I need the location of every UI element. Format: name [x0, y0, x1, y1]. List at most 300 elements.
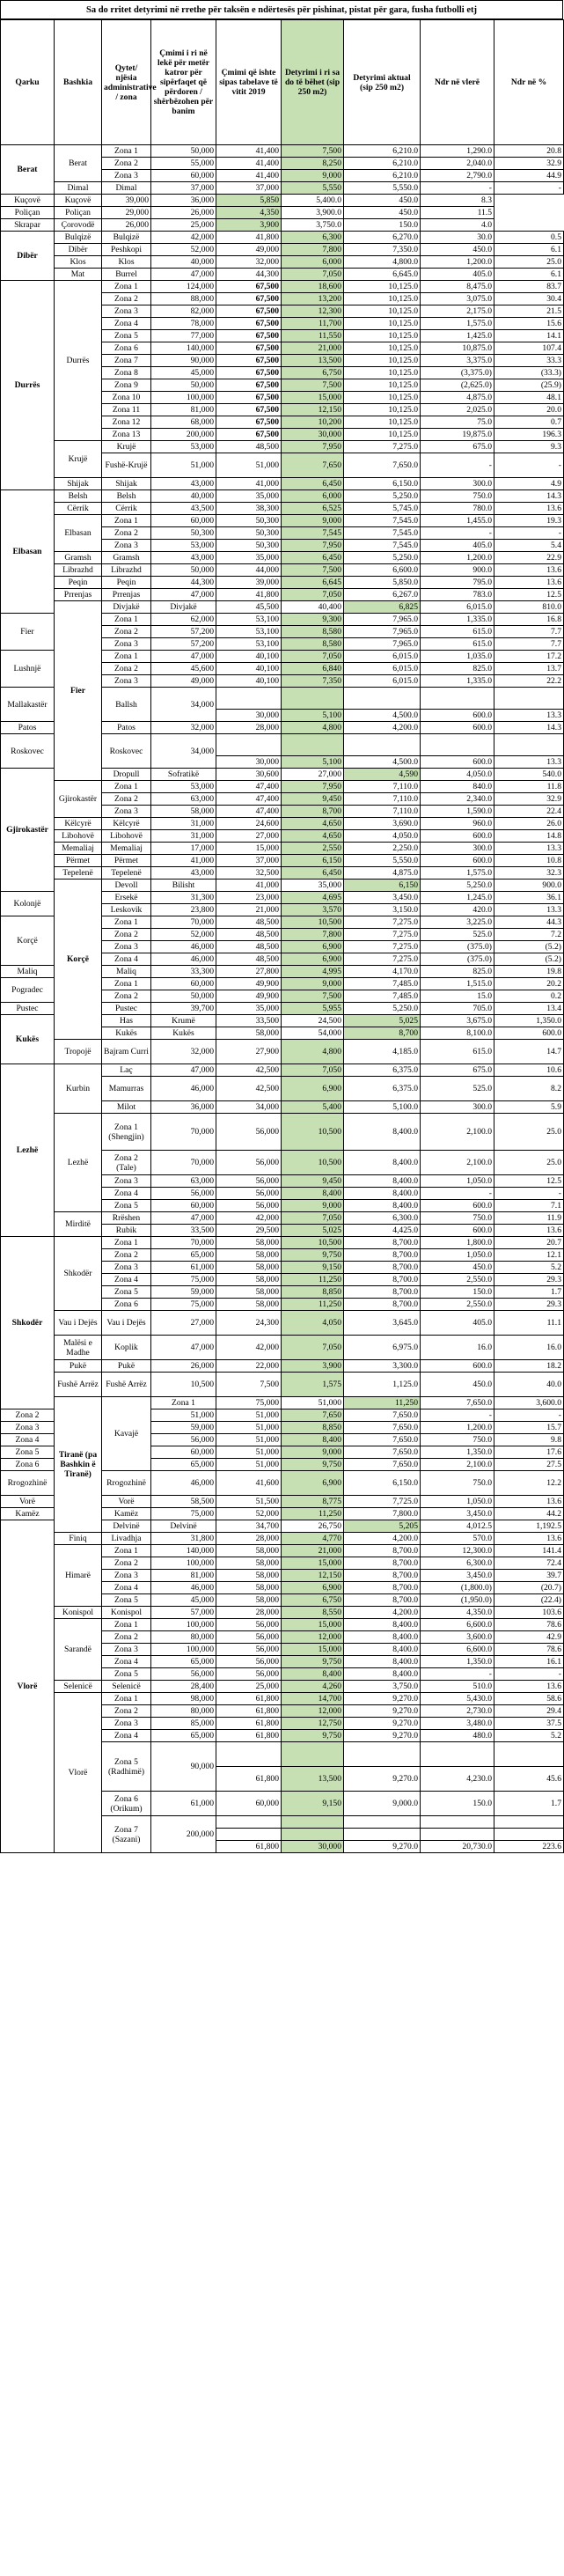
cell-detyrimi-aktual: 3,150.0	[344, 904, 421, 916]
cell-cmimi-2019: 26,000	[151, 207, 216, 219]
cell-ndr-pct: 14.7	[494, 1040, 564, 1064]
cell-cmimi-i-ri: 34,700	[216, 1520, 282, 1533]
cell-detyrimi-ri: 7,500	[282, 145, 344, 158]
cell-detyrimi-aktual: 8,400.0	[344, 1668, 421, 1681]
cell-bashkia: Vau i Dejës	[55, 1311, 102, 1336]
cell-detyrimi-ri: 9,450	[282, 793, 344, 806]
cell-zona: Zona 2	[102, 929, 151, 941]
cell-cmimi-i-ri: 60,000	[151, 515, 216, 527]
cell-detyrimi-aktual: 6,270.0	[344, 232, 421, 244]
cell-detyrimi-ri: 5,955	[282, 1003, 344, 1015]
cell-detyrimi-ri: 7,800	[282, 244, 344, 256]
cell-cmimi-2019: 47,400	[216, 781, 282, 793]
cell-zona: Rrogozhinë	[102, 1471, 151, 1496]
cell-zona: Zona 3	[102, 638, 151, 651]
cell-bashkia: Konispol	[55, 1607, 102, 1619]
cell-cmimi-i-ri: 100,000	[151, 1619, 216, 1631]
cell-zona: Zona 3	[102, 170, 151, 182]
cell-cmimi-2019: 27,000	[282, 769, 344, 781]
cell-detyrimi-aktual: 4,050.0	[421, 769, 494, 781]
cell-ndr-pct: 12.2	[494, 1471, 564, 1496]
cell-zona: Kukës	[151, 1027, 216, 1040]
cell-detyrimi-ri: 7,800	[282, 929, 344, 941]
cell-detyrimi-aktual: 9,270.0	[344, 1730, 421, 1742]
table-row	[1, 552, 564, 564]
cell-ndr-vlere: 1,192.5	[494, 1520, 564, 1533]
cell-bashkia: Mat	[55, 269, 102, 281]
cell-ndr-vlere: -	[421, 1409, 494, 1422]
cell-detyrimi-aktual: 5,850.0	[344, 577, 421, 589]
cell-zona: Zona 2	[102, 663, 151, 675]
cell-detyrimi-aktual: 6,375.0	[344, 1064, 421, 1077]
cell-zona: Zona 3	[102, 1570, 151, 1582]
cell-ndr-pct: 44.2	[494, 1508, 564, 1520]
cell-detyrimi-ri: 7,050	[282, 589, 344, 601]
cell-cmimi-i-ri: 90,000	[151, 1742, 216, 1792]
cell-cmimi-i-ri: 52,000	[151, 244, 216, 256]
cell-cmimi-2019: 50,300	[216, 540, 282, 552]
cell-zona: Zona 3	[102, 540, 151, 552]
cell-ndr-vlere: 960.0	[421, 818, 494, 830]
cell-detyrimi-aktual: 4,200.0	[344, 1533, 421, 1545]
cell-cmimi-2019: 21,000	[216, 904, 282, 916]
cell-ndr-vlere: (375.0)	[421, 953, 494, 966]
cell-ndr-pct: 27.5	[494, 1459, 564, 1471]
cell-zona: Pukë	[102, 1360, 151, 1373]
cell-zona: Zona 6	[1, 1459, 55, 1471]
cell-detyrimi-ri: 11,250	[282, 1274, 344, 1286]
cell-detyrimi-aktual: 10,125.0	[344, 318, 421, 330]
cell-zona: Zona 2	[102, 293, 151, 305]
cell-bashkia: Lushnjë	[1, 651, 55, 688]
cell-ndr-vlere: -	[421, 1188, 494, 1200]
cell-cmimi-2019: 47,400	[216, 793, 282, 806]
cell-detyrimi-aktual: 8,400.0	[344, 1631, 421, 1644]
cell-bashkia: Tepelenë	[55, 867, 102, 880]
cell-bashkia: Libohovë	[55, 830, 102, 843]
cell-detyrimi-ri: 9,000	[282, 170, 344, 182]
cell-zona: Zona 6 (Orikum)	[102, 1792, 151, 1816]
cell-zona: Burrel	[102, 269, 151, 281]
cell-cmimi-i-ri: 88,000	[151, 293, 216, 305]
cell-ndr-pct: 25.0	[494, 1114, 564, 1151]
cell-detyrimi-ri: 7,050	[282, 269, 344, 281]
cell-ndr-vlere: 450.0	[421, 1373, 494, 1397]
cell-zona: Zona 5 (Radhimë)	[102, 1742, 151, 1792]
cell-detyrimi-aktual: 8,100.0	[421, 1027, 494, 1040]
cell-detyrimi-aktual: 6,300.0	[344, 1212, 421, 1225]
cell-ndr-vlere: 2,040.0	[421, 158, 494, 170]
cell-cmimi-i-ri: 80,000	[151, 1631, 216, 1644]
cell-cmimi-i-ri: 50,000	[151, 990, 216, 1003]
cell-zona: Zona 2	[102, 1249, 151, 1262]
cell-cmimi-2019: 56,000	[216, 1200, 282, 1212]
cell-cmimi-i-ri: 46,000	[151, 1582, 216, 1594]
cell-detyrimi-aktual	[344, 734, 421, 756]
cell-detyrimi-ri: 4,800	[282, 722, 344, 734]
cell-detyrimi-aktual: 7,650.0	[344, 1434, 421, 1446]
cell-cmimi-i-ri: 61,000	[151, 1792, 216, 1816]
cell-cmimi-2019: 51,000	[216, 1409, 282, 1422]
cell-ndr-pct: 32.3	[494, 867, 564, 880]
cell-ndr-pct: 13.6	[494, 564, 564, 577]
cell-cmimi-2019: 48,500	[216, 953, 282, 966]
cell-cmimi-i-ri: 100,000	[151, 392, 216, 404]
cell-zona: Zona 1	[102, 281, 151, 293]
cell-cmimi-2019: 52,000	[216, 1508, 282, 1520]
cell-detyrimi-aktual: 6,645.0	[344, 269, 421, 281]
cell-cmimi-i-ri: 39,700	[151, 1003, 216, 1015]
cell-cmimi-2019: 61,800	[216, 1718, 282, 1730]
cell-cmimi-2019: 28,000	[216, 722, 282, 734]
cell-ndr-pct: 22.2	[494, 675, 564, 688]
cell-detyrimi-aktual: 9,270.0	[344, 1705, 421, 1718]
cell-ndr-vlere: 750.0	[421, 490, 494, 503]
cell-detyrimi-aktual: 2,250.0	[344, 843, 421, 855]
cell-cmimi-i-ri: 78,000	[151, 318, 216, 330]
cell-detyrimi-aktual: 8,400.0	[344, 1114, 421, 1151]
cell-ndr-pct: 13.3	[494, 710, 564, 722]
cell-ndr-pct: 196.3	[494, 429, 564, 441]
cell-ndr-pct: 9.8	[494, 1434, 564, 1446]
cell-ndr-pct: 32.9	[494, 793, 564, 806]
cell-detyrimi-aktual: 3,750.0	[344, 1681, 421, 1693]
cell-zona: Vau i Dejës	[102, 1311, 151, 1336]
cell-detyrimi-aktual: 4,875.0	[344, 867, 421, 880]
cell-cmimi-i-ri: 50,000	[151, 145, 216, 158]
cell-ndr-pct: 21.5	[494, 305, 564, 318]
cell-ndr-pct: 12.5	[494, 1175, 564, 1188]
cell-cmimi-2019: 58,000	[216, 1237, 282, 1249]
cell-cmimi-i-ri: 58,000	[151, 806, 216, 818]
cell-detyrimi-aktual: 7,965.0	[344, 614, 421, 626]
cell-cmimi-i-ri: 59,000	[151, 1286, 216, 1299]
cell-ndr-vlere: 525.0	[421, 1077, 494, 1101]
cell-bashkia: Cërrik	[55, 503, 102, 515]
cell-ndr-pct: 11.1	[494, 1311, 564, 1336]
cell-detyrimi-aktual: 10,125.0	[344, 293, 421, 305]
cell-detyrimi-ri: 7,350	[282, 675, 344, 688]
cell-cmimi-i-ri: 56,000	[151, 1188, 216, 1200]
cell-ndr-pct: -	[494, 182, 564, 195]
cell-qarku: Shkodër	[1, 1237, 55, 1409]
cell-cmimi-i-ri: 50,300	[151, 527, 216, 540]
cell-cmimi-i-ri: 52,000	[151, 929, 216, 941]
cell-ndr-pct: 45.6	[494, 1767, 564, 1792]
cell-detyrimi-aktual: 4,200.0	[344, 1607, 421, 1619]
cell-zona: Zona 1	[102, 916, 151, 929]
cell-detyrimi-ri: 6,525	[282, 503, 344, 515]
cell-zona: Zona 7	[102, 355, 151, 367]
cell-detyrimi-aktual: 8,400.0	[344, 1175, 421, 1188]
cell-zona: Bilisht	[151, 880, 216, 892]
cell-cmimi-i-ri: 46,000	[151, 941, 216, 953]
cell-ndr-vlere: 600.0	[421, 1225, 494, 1237]
cell-detyrimi-aktual: 6,210.0	[344, 170, 421, 182]
cell-ndr-vlere	[421, 1816, 494, 1829]
cell-ndr-pct: 44.3	[494, 916, 564, 929]
cell-detyrimi-ri: 7,545	[282, 527, 344, 540]
cell-detyrimi-aktual: 7,725.0	[344, 1496, 421, 1508]
cell-ndr-vlere	[421, 688, 494, 710]
cell-cmimi-2019: 39,000	[216, 577, 282, 589]
cell-bashkia: Pukë	[55, 1360, 102, 1373]
cell-cmimi-i-ri: 51,000	[151, 1409, 216, 1422]
property-tax-table	[0, 19, 564, 1853]
cell-ndr-pct: 13.4	[494, 1003, 564, 1015]
cell-cmimi-2019: 58,000	[216, 1545, 282, 1557]
cell-ndr-pct: 19.3	[494, 515, 564, 527]
table-body	[1, 145, 564, 1853]
cell-ndr-vlere: 75.0	[421, 416, 494, 429]
cell-cmimi-2019: 49,000	[216, 244, 282, 256]
cell-ndr-pct: 17.6	[494, 1446, 564, 1459]
cell-bashkia: Roskovec	[1, 734, 55, 769]
cell-ndr-vlere: -	[421, 453, 494, 478]
cell-detyrimi-ri: 4,260	[282, 1681, 344, 1693]
cell-ndr-vlere: 405.0	[421, 269, 494, 281]
cell-detyrimi-ri: 9,000	[282, 978, 344, 990]
cell-ndr-vlere: 3,450.0	[421, 1570, 494, 1582]
cell-zona: Zona 1	[102, 978, 151, 990]
cell-cmimi-2019: 58,000	[216, 1594, 282, 1607]
cell-detyrimi-ri: 15,000	[282, 392, 344, 404]
cell-cmimi-2019: 58,000	[216, 1262, 282, 1274]
cell-cmimi-i-ri: 53,000	[151, 781, 216, 793]
cell-bashkia: Dimal	[55, 182, 102, 195]
cell-cmimi-2019: 40,100	[216, 651, 282, 663]
cell-cmimi-2019: 56,000	[216, 1668, 282, 1681]
cell-cmimi-i-ri: 31,800	[151, 1533, 216, 1545]
cell-cmimi-i-ri: 34,000	[151, 734, 216, 769]
cell-cmimi-2019: 61,800	[216, 1730, 282, 1742]
cell-ndr-pct: 10.6	[494, 1064, 564, 1077]
table-row	[1, 441, 564, 453]
cell-ndr-vlere: 6,300.0	[421, 1557, 494, 1570]
cell-zona: Zona 2 (Tale)	[102, 1151, 151, 1175]
cell-cmimi-i-ri: 140,000	[151, 1545, 216, 1557]
cell-ndr-vlere: 600.0	[421, 1200, 494, 1212]
cell-cmimi-i-ri: 41,000	[216, 880, 282, 892]
cell-detyrimi-aktual: 9,270.0	[344, 1718, 421, 1730]
cell-detyrimi-aktual: 7,350.0	[344, 244, 421, 256]
cell-cmimi-2019: 51,000	[216, 1434, 282, 1446]
cell-detyrimi-ri: 6,000	[282, 256, 344, 269]
cell-bashkia: Skrapar	[1, 219, 55, 232]
cell-zona: Zona 1	[151, 1397, 216, 1409]
cell-cmimi-2019: 38,300	[216, 503, 282, 515]
cell-cmimi-2019: 24,600	[216, 818, 282, 830]
cell-ndr-vlere: 3,225.0	[421, 916, 494, 929]
cell-ndr-vlere: 300.0	[421, 478, 494, 490]
cell-detyrimi-aktual: 8,400.0	[344, 1151, 421, 1175]
cell-detyrimi-aktual: 7,650.0	[344, 1459, 421, 1471]
cell-qarku: Dibër	[1, 232, 55, 281]
cell-zona: Poliçan	[55, 207, 102, 219]
cell-ndr-pct: 42.9	[494, 1631, 564, 1644]
cell-cmimi-2019	[216, 1816, 282, 1829]
cell-detyrimi-aktual: 4,800.0	[344, 256, 421, 269]
cell-ndr-pct: 5.9	[494, 1101, 564, 1114]
cell-detyrimi-ri: 12,300	[282, 305, 344, 318]
cell-ndr-pct: 13.6	[494, 1681, 564, 1693]
cell-zona: Zona 4	[102, 1730, 151, 1742]
cell-cmimi-i-ri: 82,000	[151, 305, 216, 318]
cell-zona: Fushë-Krujë	[102, 453, 151, 478]
cell-zona: Zona 1	[102, 1619, 151, 1631]
cell-zona: Bulqizë	[102, 232, 151, 244]
cell-zona: Zona 7 (Sazani)	[102, 1816, 151, 1853]
cell-bashkia: Librazhd	[55, 564, 102, 577]
cell-cmimi-2019: 48,500	[216, 441, 282, 453]
cell-bashkia: Kamëz	[1, 1508, 55, 1520]
cell-detyrimi-aktual: 4,012.5	[421, 1520, 494, 1533]
cell-bashkia: Maliq	[1, 966, 55, 978]
table-row	[1, 1681, 564, 1693]
cell-ndr-pct: 13.6	[494, 1225, 564, 1237]
cell-cmimi-2019: 67,500	[216, 318, 282, 330]
cell-ndr-pct: 4.0	[421, 219, 494, 232]
cell-zona: Milot	[102, 1101, 151, 1114]
cell-ndr-pct: 13.7	[494, 663, 564, 675]
cell-ndr-vlere: 3,375.0	[421, 355, 494, 367]
cell-detyrimi-ri: 5,100	[282, 756, 344, 769]
cell-ndr-pct: 15.6	[494, 318, 564, 330]
cell-ndr-vlere: 600.0	[421, 756, 494, 769]
table-row	[1, 1397, 564, 1409]
cell-ndr-pct: 107.4	[494, 342, 564, 355]
cell-ndr-pct: 0.2	[494, 990, 564, 1003]
cell-ndr-pct: -	[494, 1668, 564, 1681]
cell-ndr-pct: 1.7	[494, 1792, 564, 1816]
cell-cmimi-i-ri: 75,000	[151, 1508, 216, 1520]
cell-cmimi-i-ri: 61,000	[151, 1262, 216, 1274]
cell-cmimi-2019: 42,500	[216, 1077, 282, 1101]
table-row	[1, 1040, 564, 1064]
cell-cmimi-i-ri: 200,000	[151, 429, 216, 441]
cell-ndr-vlere: 780.0	[421, 503, 494, 515]
cell-ndr-pct: 25.0	[494, 1151, 564, 1175]
cell-zona: Dimal	[102, 182, 151, 195]
cell-cmimi-2019: 58,000	[216, 1286, 282, 1299]
cell-zona: Zona 3	[102, 806, 151, 818]
cell-detyrimi-aktual: 5,250.0	[344, 490, 421, 503]
table-row	[1, 781, 564, 793]
cell-cmimi-i-ri: 32,000	[151, 722, 216, 734]
cell-bashkia: Bulqizë	[55, 232, 102, 244]
cell-ndr-vlere: (3,375.0)	[421, 367, 494, 379]
cell-ndr-vlere: 783.0	[421, 589, 494, 601]
cell-detyrimi-aktual: 4,500.0	[344, 756, 421, 769]
cell-cmimi-2019: 47,400	[216, 806, 282, 818]
cell-detyrimi-aktual: 5,550.0	[344, 182, 421, 195]
cell-zona: Çorovodë	[55, 219, 102, 232]
cell-cmimi-2019: 23,000	[216, 892, 282, 904]
cell-detyrimi-aktual: 7,545.0	[344, 540, 421, 552]
cell-ndr-pct: 78.6	[494, 1619, 564, 1631]
cell-ndr-vlere: 900.0	[494, 880, 564, 892]
cell-ndr-pct: (20.7)	[494, 1582, 564, 1594]
cell-ndr-pct: 13.3	[494, 843, 564, 855]
cell-cmimi-2019	[216, 688, 282, 710]
cell-bashkia: Peqin	[55, 577, 102, 589]
cell-ndr-vlere: 1,290.0	[421, 145, 494, 158]
cell-zona: Krujë	[102, 441, 151, 453]
cell-cmimi-i-ri: 98,000	[151, 1693, 216, 1705]
cell-detyrimi-aktual: 3,300.0	[344, 1360, 421, 1373]
cell-detyrimi-ri	[282, 1829, 344, 1841]
cell-cmimi-2019: 50,300	[216, 515, 282, 527]
cell-ndr-vlere: 615.0	[421, 626, 494, 638]
cell-cmimi-2019: 24,500	[282, 1015, 344, 1027]
cell-zona: Laç	[102, 1064, 151, 1077]
cell-cmimi-2019: 32,000	[216, 256, 282, 269]
cell-detyrimi-aktual: 6,015.0	[344, 651, 421, 663]
cell-ndr-vlere: 1,245.0	[421, 892, 494, 904]
cell-bashkia: Memaliaj	[55, 843, 102, 855]
cell-zona: Zona 1	[102, 781, 151, 793]
cell-ndr-pct: 13.3	[494, 756, 564, 769]
cell-ndr-pct: (5.2)	[494, 941, 564, 953]
cell-bashkia: Delvinë	[102, 1520, 151, 1533]
cell-cmimi-2019: 48,500	[216, 916, 282, 929]
cell-cmimi-2019: 30,000	[216, 756, 282, 769]
cell-detyrimi-aktual: 1,125.0	[344, 1373, 421, 1397]
cell-detyrimi-aktual: 10,125.0	[344, 379, 421, 392]
cell-detyrimi-aktual: 7,650.0	[344, 1409, 421, 1422]
cell-ndr-vlere: 2,175.0	[421, 305, 494, 318]
cell-detyrimi-ri: 4,695	[282, 892, 344, 904]
cell-ndr-vlere: 1,200.0	[421, 256, 494, 269]
cell-ndr-pct: 16.1	[494, 1656, 564, 1668]
cell-cmimi-2019: 56,000	[216, 1175, 282, 1188]
table-row	[1, 256, 564, 269]
cell-cmimi-i-ri: 75,000	[151, 1299, 216, 1311]
cell-detyrimi-ri: 6,900	[282, 941, 344, 953]
cell-ndr-vlere: 1,050.0	[421, 1249, 494, 1262]
cell-ndr-vlere: 600.0	[421, 855, 494, 867]
cell-cmimi-i-ri: 65,000	[151, 1656, 216, 1668]
cell-zona: Zona 2	[102, 158, 151, 170]
cell-zona: Kuçovë	[55, 195, 102, 207]
cell-detyrimi-aktual: 8,400.0	[344, 1188, 421, 1200]
cell-detyrimi-ri: 7,950	[282, 441, 344, 453]
cell-ndr-vlere: 1,455.0	[421, 515, 494, 527]
cell-cmimi-i-ri: 63,000	[151, 1175, 216, 1188]
cell-zona: Zona 3	[102, 1175, 151, 1188]
cell-ndr-pct: 18.2	[494, 1360, 564, 1373]
cell-cmimi-2019: 34,000	[216, 1101, 282, 1114]
cell-zona: Leskovik	[102, 904, 151, 916]
cell-ndr-pct: 11.5	[421, 207, 494, 219]
cell-ndr-vlere: 2,025.0	[421, 404, 494, 416]
cell-cmimi-i-ri: 47,000	[151, 1064, 216, 1077]
cell-cmimi-2019	[216, 734, 282, 756]
cell-detyrimi-aktual: 4,500.0	[344, 710, 421, 722]
cell-detyrimi-aktual: 5,745.0	[344, 503, 421, 515]
cell-cmimi-i-ri: 17,000	[151, 843, 216, 855]
cell-bashkia: Klos	[55, 256, 102, 269]
cell-ndr-vlere: 1,200.0	[421, 552, 494, 564]
cell-detyrimi-aktual: 3,750.0	[282, 219, 344, 232]
cell-bashkia: Rrogozhinë	[1, 1471, 55, 1496]
cell-ndr-pct: 11.9	[494, 1212, 564, 1225]
cell-zona: Pustec	[102, 1003, 151, 1015]
cell-detyrimi-aktual: 7,545.0	[344, 527, 421, 540]
cell-ndr-vlere: 600.0	[494, 1027, 564, 1040]
cell-ndr-pct: 22.9	[494, 552, 564, 564]
cell-cmimi-i-ri: 31,000	[151, 830, 216, 843]
